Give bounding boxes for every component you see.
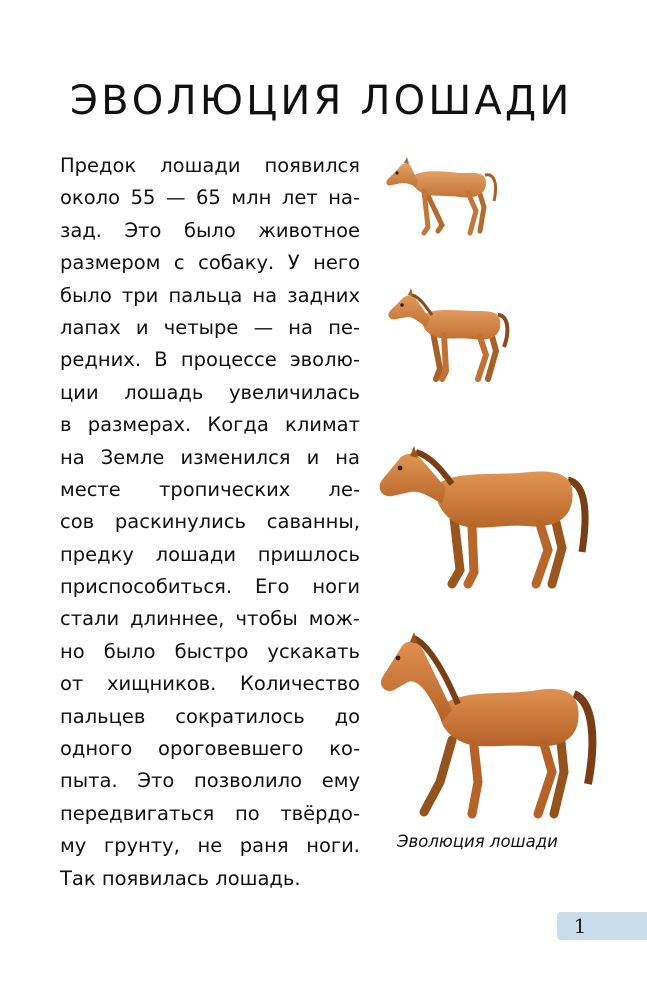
text-line: му грунту, не раня ноги. <box>60 834 360 858</box>
text-line: редних. В процессе эволю- <box>60 348 360 372</box>
text-line: месте тропических ле- <box>60 477 360 501</box>
body-text <box>60 150 360 895</box>
text-line: пальцев сократилось до <box>60 704 360 728</box>
text-line: стали длиннее, чтобы мож- <box>60 607 360 631</box>
text-line: но было быстро ускакать <box>60 639 360 663</box>
text-line: на Земле изменился и на <box>60 445 360 469</box>
page-number: 1 <box>573 914 587 938</box>
text-line: от хищников. Количество <box>60 672 360 696</box>
text-line: одного ороговевшего ко- <box>60 737 360 761</box>
horse-stage-3-illustration <box>376 440 598 590</box>
text-line: лапах и четыре — на пе- <box>60 315 360 339</box>
text-line: сов раскинулись саванны, <box>60 510 360 534</box>
horse-stage-4-illustration <box>378 632 603 820</box>
text-line: около 55 — 65 млн лет на- <box>60 186 360 210</box>
page-title: ЭВОЛЮЦИЯ ЛОШАДИ <box>70 78 573 124</box>
text-line: пыта. Это позволило ему <box>60 769 360 793</box>
text-line: размером с собаку. У него <box>60 251 360 275</box>
text-line: предку лошади пришлось <box>60 542 360 566</box>
text-line: Предок лошади появился <box>60 154 360 177</box>
horse-stage-2-illustration <box>382 285 517 385</box>
text-line: Так появилась лошадь. <box>60 866 301 890</box>
text-line: было три пальца на задних <box>60 283 360 307</box>
text-line: приспособиться. Его ноги <box>60 575 360 599</box>
text-line: зад. Это было животное <box>60 218 360 242</box>
text-line: в размерах. Когда климат <box>60 413 360 437</box>
horse-stage-1-illustration <box>382 155 507 240</box>
text-line: передвигаться по твёрдо- <box>60 801 360 825</box>
page-number-tab <box>557 912 647 940</box>
figure-caption: Эволюция лошади <box>397 832 558 851</box>
text-line: ции лошадь увеличилась <box>60 380 360 404</box>
